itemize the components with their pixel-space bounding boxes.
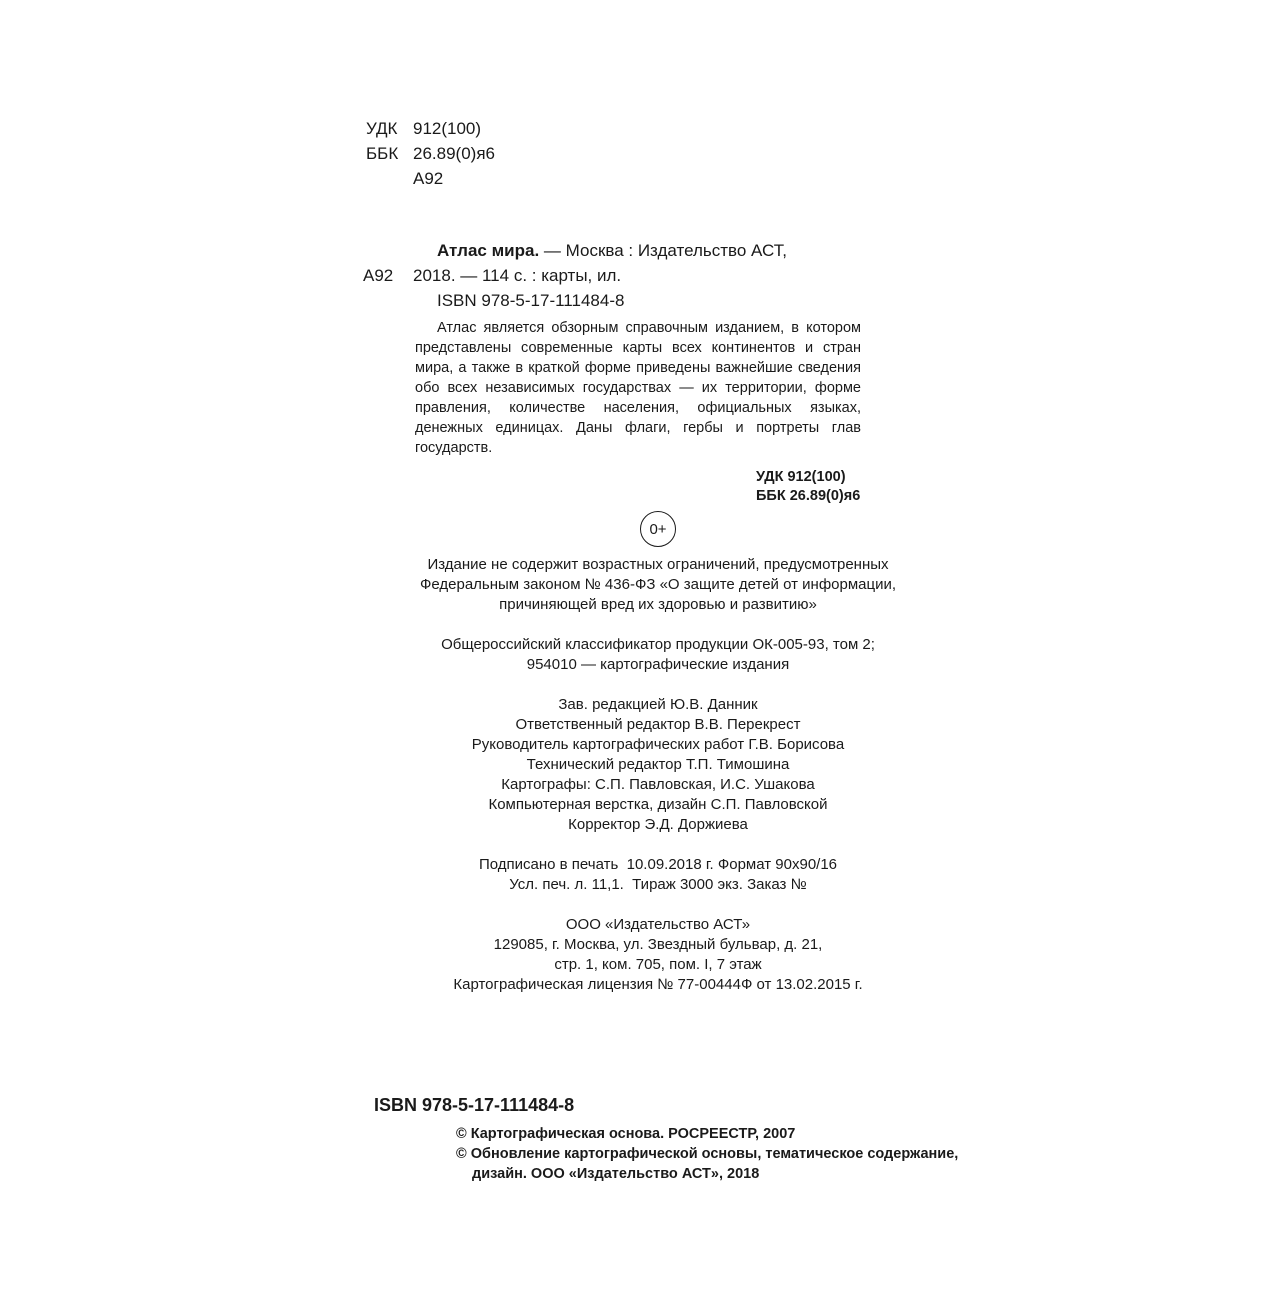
age-rating-text: 0+ [649, 520, 667, 538]
udk-label: УДК [366, 119, 398, 138]
bbk-label: ББК [366, 144, 399, 163]
print-info-line: Подписано в печать 10.09.2018 г. Формат 90х90/16 [478, 856, 838, 873]
classifier-line: Общероссийский классификатор продукции ОК-005-93, том 2; [441, 636, 875, 653]
isbn-bottom: ISBN 978-5-17-111484-8 [374, 1095, 575, 1115]
classifier-line: 954010 — картографические издания [526, 656, 790, 673]
credit-line: Ответственный редактор В.В. Перекрест [515, 716, 801, 733]
credit-line: Компьютерная верстка, дизайн С.П. Павловской [488, 796, 828, 813]
age-notice-line: Федеральным законом № 436-ФЗ «О защите детей от информации, [419, 576, 897, 593]
credit-line: Корректор Э.Д. Доржиева [568, 816, 748, 833]
annotation-text: Атлас является обзорным справочным изданием, в котором представлены современные карты всех континентов и стран мира, а также в краткой форме приведены важнейшие сведения обо всех независимых государствах — их территории, форме правления, количестве населения, официальных языках, денежных единицах. Даны флаги, гербы и портреты глав государств. [415, 320, 861, 456]
copyright-line-1: © Картографическая основа. РОСРЕЕСТР, 2007 [456, 1126, 796, 1142]
bibliographic-title-line [437, 238, 787, 263]
book-title: Атлас мира. [437, 241, 540, 260]
age-rating-badge [640, 511, 676, 547]
age-notice-line: Издание не содержит возрастных ограничений, предусмотренных [427, 556, 889, 573]
publisher-line: ООО «Издательство АСТ» [565, 916, 751, 933]
credit-line: Картографы: С.П. Павловская, И.С. Ушакова [501, 776, 815, 793]
copyright-line-2: © Обновление картографической основы, тематическое содержание, [456, 1146, 959, 1162]
isbn-record: ISBN 978-5-17-111484-8 [437, 291, 625, 310]
year-pages: 2018. — 114 с. : карты, ил. [413, 266, 622, 285]
publisher-line: 129085, г. Москва, ул. Звездный бульвар, д. 21, [493, 936, 823, 953]
publisher-line: — Москва : Издательство АСТ, [539, 241, 787, 260]
publisher-info [380, 915, 936, 995]
author-mark: А92 [413, 169, 444, 188]
bbk-value: 26.89(0)я6 [413, 144, 495, 163]
publisher-line: стр. 1, ком. 705, пом. I, 7 этаж [554, 956, 762, 973]
bbk-bold: ББК 26.89(0)я6 [756, 488, 861, 504]
print-info [380, 855, 936, 895]
credit-line: Зав. редакцией Ю.В. Данник [558, 696, 758, 713]
credits [380, 695, 936, 835]
bibliographic-author-mark: А92 [363, 266, 394, 285]
udk-value: 912(100) [413, 119, 482, 138]
age-notice [380, 555, 936, 615]
age-notice-line: причиняющей вред их здоровью и развитию» [499, 596, 817, 613]
credit-line: Технический редактор Т.П. Тимошина [526, 756, 790, 773]
publisher-line: Картографическая лицензия № 77-00444Ф от 13.02.2015 г. [453, 976, 863, 993]
credit-line: Руководитель картографических работ Г.В. Борисова [471, 736, 845, 753]
udk-bold: УДК 912(100) [756, 469, 846, 485]
print-info-line: Усл. печ. л. 11,1. Тираж 3000 экз. Заказ № [509, 876, 807, 893]
copyright-line-3: дизайн. ООО «Издательство АСТ», 2018 [472, 1166, 760, 1182]
product-classifier [380, 635, 936, 675]
